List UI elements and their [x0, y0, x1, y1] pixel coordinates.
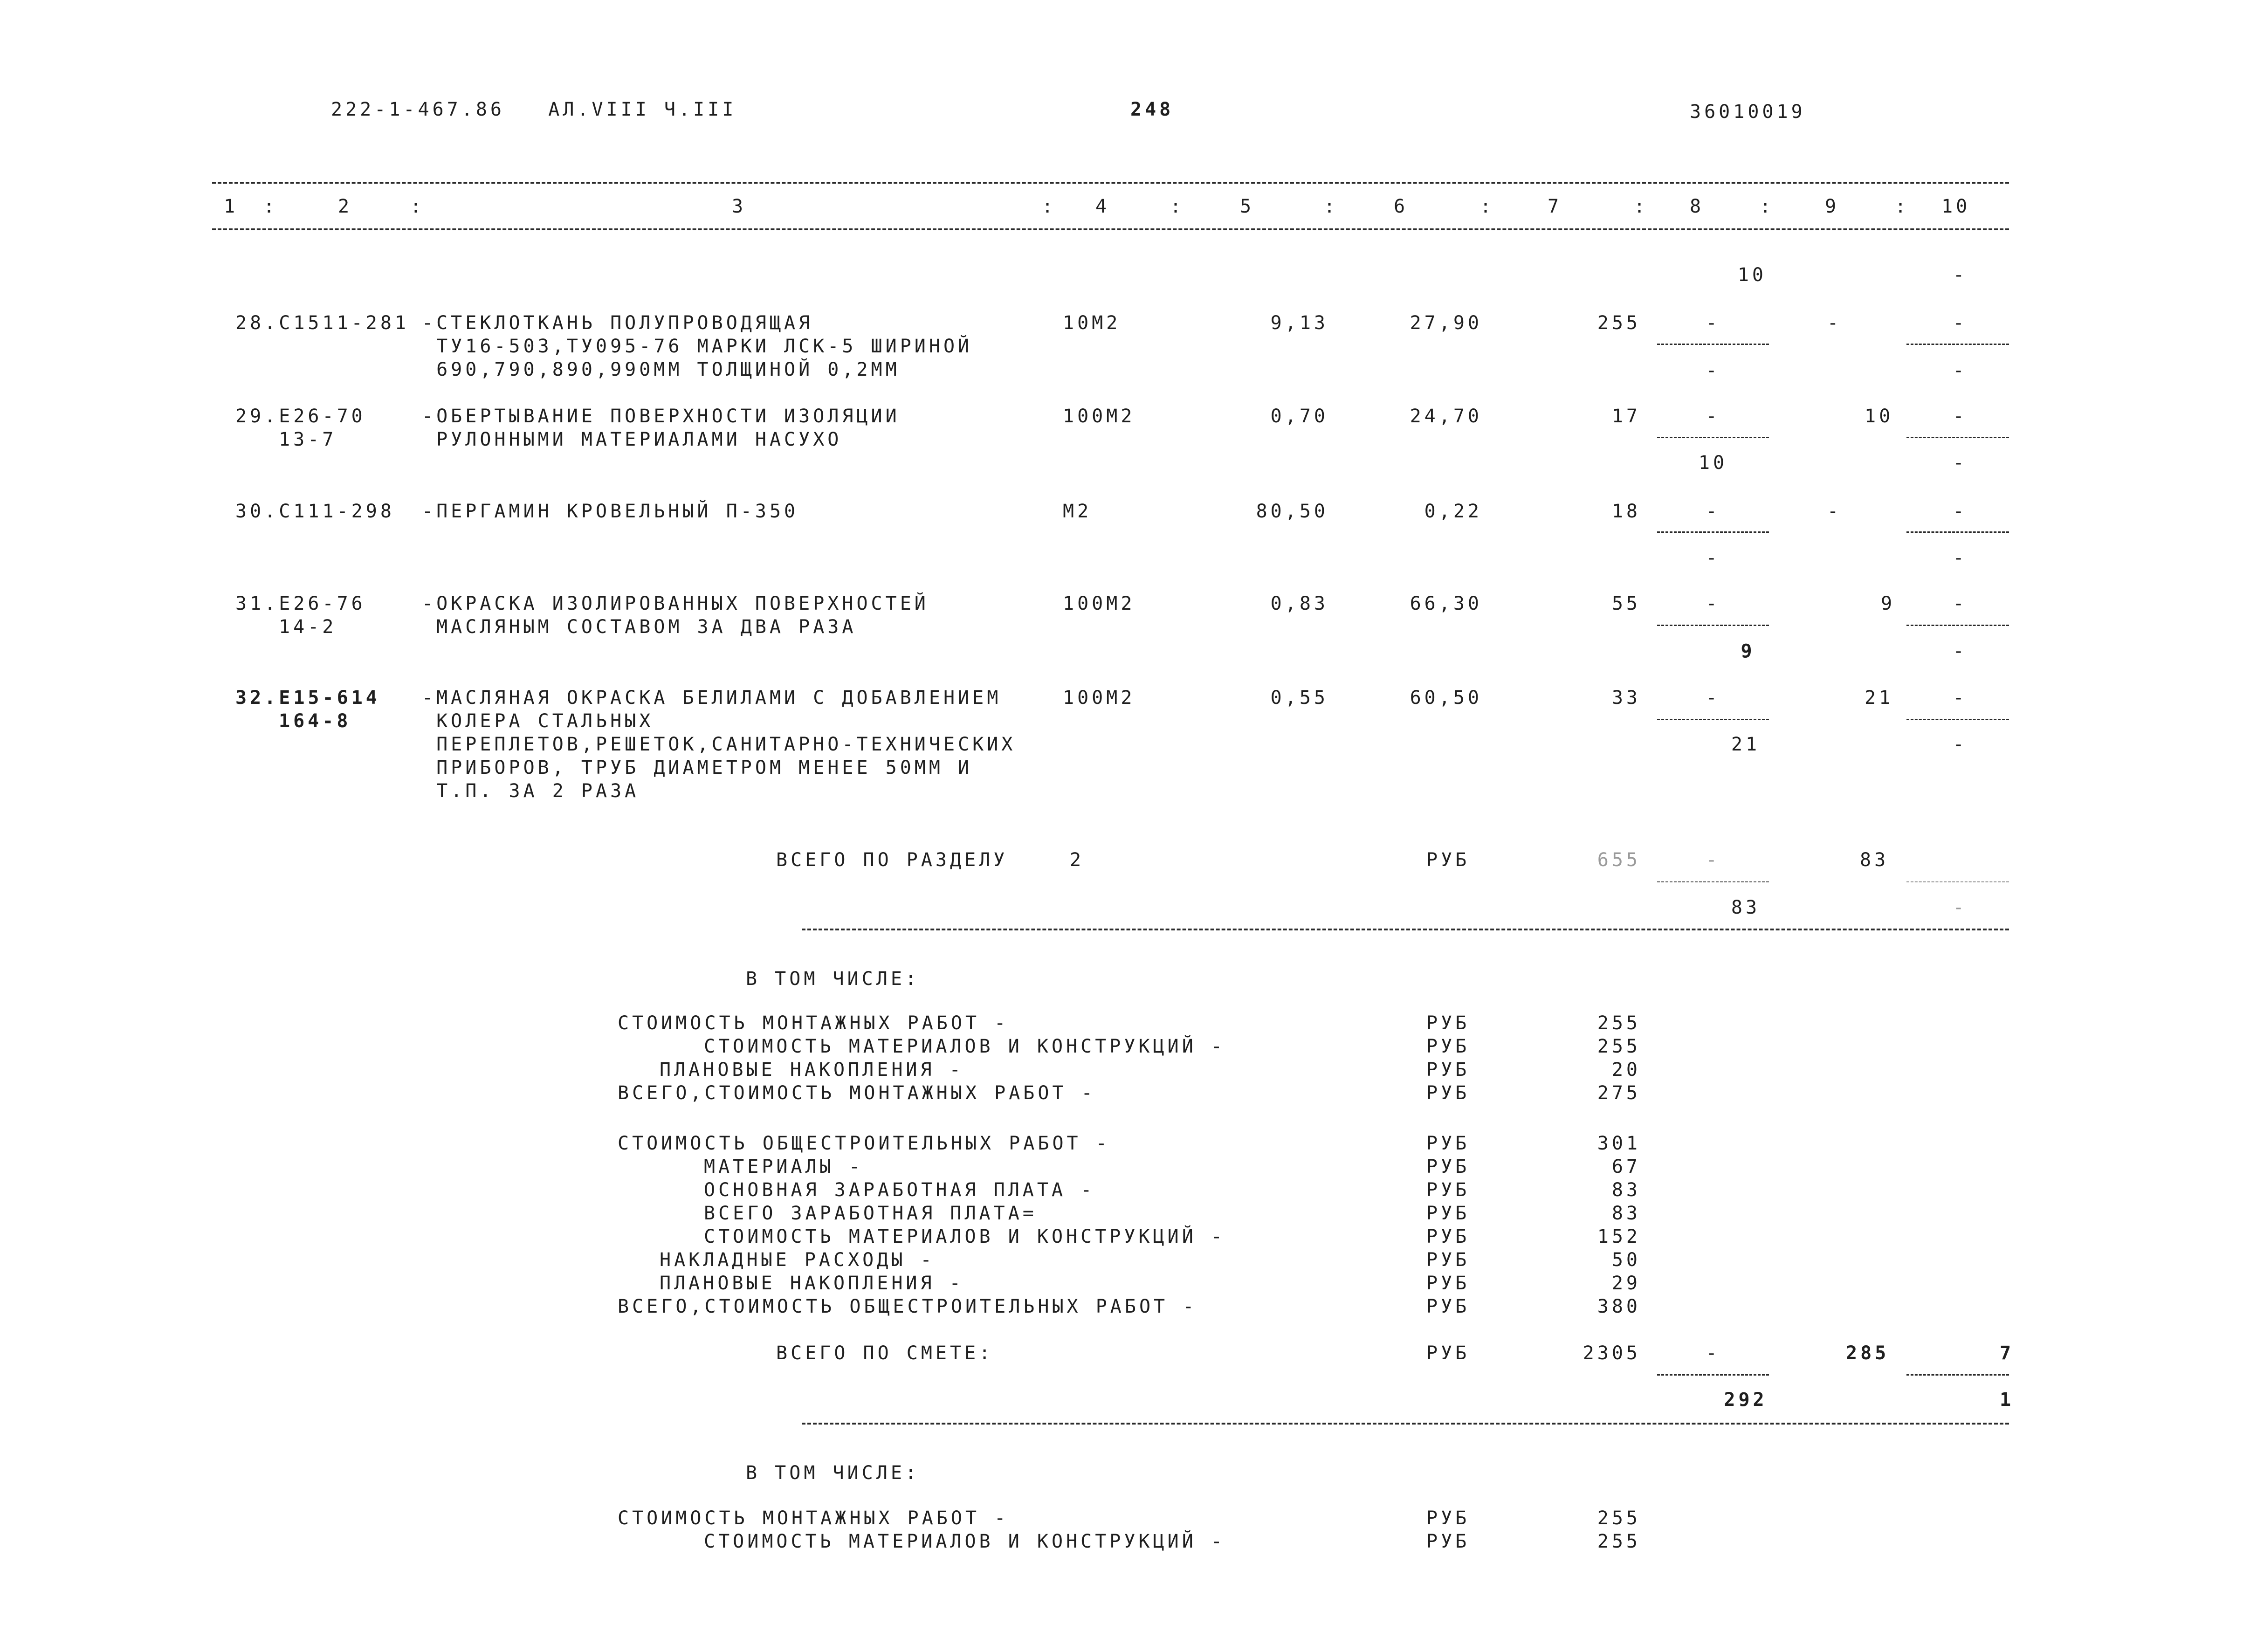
row-col8-rule — [1657, 719, 1769, 720]
breakdown-value: 275 — [1597, 1082, 1641, 1104]
row-unit: 100М2 — [1063, 406, 1135, 427]
row-unit-price: 24,70 — [1410, 406, 1482, 427]
row-col10-bottom: - — [1953, 640, 1968, 662]
row-col10-bottom: - — [1953, 547, 1968, 569]
col-separator: : — [1634, 196, 1649, 217]
breakdown-label: ПЛАНОВЫЕ НАКОПЛЕНИЯ - — [660, 1273, 964, 1294]
row-col10-bottom: - — [1953, 734, 1968, 755]
breakdown-value: 152 — [1597, 1226, 1641, 1247]
col-number-1: 1 — [224, 196, 239, 217]
breakdown-unit: РУБ — [1426, 1226, 1470, 1247]
col-separator: : — [1480, 196, 1495, 217]
breakdown-label: СТОИМОСТЬ МОНТАЖНЫХ РАБОТ - — [618, 1507, 1009, 1529]
estimate-total-sum: 2305 — [1583, 1342, 1641, 1364]
breakdown-value: 20 — [1611, 1059, 1641, 1081]
row-total: 255 — [1597, 312, 1641, 334]
row-col8-top: - — [1706, 312, 1720, 334]
row-unit-price: 0,22 — [1424, 501, 1482, 522]
breakdown-label: СТОИМОСТЬ МОНТАЖНЫХ РАБОТ - — [618, 1012, 1009, 1034]
estimate-total-rule — [802, 1423, 2009, 1425]
breakdown-label: ПЛАНОВЫЕ НАКОПЛЕНИЯ - — [660, 1059, 964, 1081]
section-total-number: 2 — [1070, 849, 1085, 871]
row-code: 29.Е26-70 — [235, 406, 366, 427]
row-col8-rule — [1657, 625, 1769, 626]
row-col10-bottom: - — [1953, 452, 1968, 474]
col-number-3: 3 — [732, 196, 747, 217]
breakdown-unit: РУБ — [1426, 1507, 1470, 1529]
col-separator: : — [1760, 196, 1775, 217]
breakdown-value: 301 — [1597, 1133, 1641, 1154]
row-quantity: 0,55 — [1270, 687, 1328, 709]
col-number-4: 4 — [1095, 196, 1110, 217]
header-rule-bottom — [212, 228, 2009, 230]
row-col8-rule — [1657, 344, 1769, 345]
section-total-col10-rule — [1906, 881, 2009, 882]
breakdown-unit: РУБ — [1426, 1059, 1470, 1081]
row-col9: 9 — [1881, 593, 1896, 614]
breakdown-label: ВСЕГО,СТОИМОСТЬ ОБЩЕСТРОИТЕЛЬНЫХ РАБОТ - — [618, 1296, 1197, 1317]
estimate-total-col9: 285 — [1846, 1342, 1890, 1364]
breakdown-unit: РУБ — [1426, 1203, 1470, 1224]
row-col10-top: - — [1953, 687, 1968, 709]
row-total: 17 — [1611, 406, 1641, 427]
col-number-7: 7 — [1548, 196, 1562, 217]
breakdown-value: 255 — [1597, 1507, 1641, 1529]
row-col8-top: - — [1706, 406, 1720, 427]
row-col8-bottom: - — [1706, 547, 1720, 569]
breakdown-label: ВСЕГО,СТОИМОСТЬ МОНТАЖНЫХ РАБОТ - — [618, 1082, 1096, 1104]
including-title: В ТОМ ЧИСЛЕ: — [746, 1462, 920, 1484]
breakdown-unit: РУБ — [1426, 1249, 1470, 1271]
breakdown-value: 83 — [1611, 1203, 1641, 1224]
row-unit: 10М2 — [1063, 312, 1121, 334]
row-unit: М2 — [1063, 501, 1092, 522]
row-col10-top: - — [1953, 312, 1968, 334]
row-description: -МАСЛЯНАЯ ОКРАСКА БЕЛИЛАМИ С ДОБАВЛЕНИЕМ КОЛЕРА СТАЛЬНЫХ ПЕРЕПЛЕТОВ,РЕШЕТОК,САНИТАРНО-ТЕХНИЧЕСКИХ ПРИБОРОВ, ТРУБ ДИАМЕТРОМ МЕНЕЕ 50ММ И Т.П. ЗА 2 РАЗА — [422, 687, 1016, 802]
section-total-col10-bottom: - — [1953, 897, 1968, 918]
breakdown-value: 380 — [1597, 1296, 1641, 1317]
col-number-2: 2 — [338, 196, 353, 217]
carry-col8: 10 — [1737, 264, 1767, 286]
row-unit-price: 60,50 — [1410, 687, 1482, 709]
breakdown-label: СТОИМОСТЬ МАТЕРИАЛОВ И КОНСТРУКЦИЙ - — [704, 1531, 1225, 1552]
row-col10-top: - — [1953, 593, 1968, 614]
row-code: 31.Е26-76 — [235, 593, 366, 614]
section-total-rule — [802, 929, 2009, 930]
row-unit-price: 27,90 — [1410, 312, 1482, 334]
section-total-col8-rule — [1657, 881, 1769, 882]
page-number: 248 — [1130, 99, 1174, 120]
col-number-8: 8 — [1690, 196, 1705, 217]
row-col8-top: - — [1706, 501, 1720, 522]
breakdown-value: 50 — [1611, 1249, 1641, 1271]
row-col10-bottom: - — [1953, 360, 1968, 381]
row-col8-rule — [1657, 437, 1769, 438]
estimate-total-col10-rule — [1906, 1374, 2009, 1376]
row-code: 30.С111-298 — [235, 501, 395, 522]
row-description: -ОБЕРТЫВАНИЕ ПОВЕРХНОСТИ ИЗОЛЯЦИИ РУЛОННЫМИ МАТЕРИАЛАМИ НАСУХО — [422, 406, 900, 450]
section-total-unit: РУБ — [1426, 849, 1470, 871]
row-unit: 100М2 — [1063, 593, 1135, 614]
row-code-secondary: 13-7 — [279, 429, 337, 450]
row-quantity: 0,83 — [1270, 593, 1328, 614]
estimate-total-label: ВСЕГО ПО СМЕТЕ: — [776, 1342, 994, 1364]
document-code: 36010019 — [1690, 101, 1806, 123]
row-col8-bottom: 9 — [1741, 640, 1755, 662]
section-total-sum: 655 — [1597, 849, 1641, 871]
breakdown-unit: РУБ — [1426, 1036, 1470, 1057]
row-col10-rule — [1906, 344, 2009, 345]
col-number-10: 10 — [1941, 196, 1971, 217]
row-col9: 10 — [1865, 406, 1894, 427]
breakdown-label: СТОИМОСТЬ ОБЩЕСТРОИТЕЛЬНЫХ РАБОТ - — [618, 1133, 1110, 1154]
estimate-total-col8-top: - — [1706, 1342, 1720, 1364]
col-separator: : — [1170, 196, 1185, 217]
estimate-total-col8-bottom: 292 — [1724, 1389, 1768, 1411]
row-col8-rule — [1657, 531, 1769, 533]
row-col10-rule — [1906, 437, 2009, 438]
estimate-total-unit: РУБ — [1426, 1342, 1470, 1364]
row-total: 55 — [1611, 593, 1641, 614]
row-quantity: 9,13 — [1270, 312, 1328, 334]
breakdown-unit: РУБ — [1426, 1133, 1470, 1154]
col-number-9: 9 — [1825, 196, 1840, 217]
carry-col10: - — [1953, 264, 1968, 286]
breakdown-label: НАКЛАДНЫЕ РАСХОДЫ - — [660, 1249, 935, 1271]
row-total: 33 — [1611, 687, 1641, 709]
section-total-col9: 83 — [1860, 849, 1889, 871]
row-col9: - — [1827, 312, 1842, 334]
row-col9: 21 — [1865, 687, 1894, 709]
including-title: В ТОМ ЧИСЛЕ: — [746, 968, 920, 990]
breakdown-unit: РУБ — [1426, 1296, 1470, 1317]
breakdown-unit: РУБ — [1426, 1156, 1470, 1177]
col-separator: : — [410, 196, 425, 217]
breakdown-unit: РУБ — [1426, 1012, 1470, 1034]
row-col8-bottom: 10 — [1698, 452, 1728, 474]
section-total-col8-bottom: 83 — [1731, 897, 1761, 918]
row-description: -ПЕРГАМИН КРОВЕЛЬНЫЙ П-350 — [422, 501, 799, 522]
section-total-col8-top: - — [1706, 849, 1720, 871]
col-number-6: 6 — [1394, 196, 1409, 217]
row-unit: 100М2 — [1063, 687, 1135, 709]
col-separator: : — [263, 196, 278, 217]
row-col8-top: - — [1706, 687, 1720, 709]
row-col10-rule — [1906, 719, 2009, 720]
row-description: -ОКРАСКА ИЗОЛИРОВАННЫХ ПОВЕРХНОСТЕЙ МАСЛЯНЫМ СОСТАВОМ ЗА ДВА РАЗА — [422, 593, 929, 638]
breakdown-value: 83 — [1611, 1179, 1641, 1201]
breakdown-label: СТОИМОСТЬ МАТЕРИАЛОВ И КОНСТРУКЦИЙ - — [704, 1226, 1225, 1247]
row-col10-rule — [1906, 625, 2009, 626]
breakdown-value: 255 — [1597, 1531, 1641, 1552]
breakdown-value: 255 — [1597, 1012, 1641, 1034]
row-col10-top: - — [1953, 501, 1968, 522]
row-col8-bottom: - — [1706, 360, 1720, 381]
breakdown-label: МАТЕРИАЛЫ - — [704, 1156, 863, 1177]
row-code-secondary: 164-8 — [279, 710, 351, 732]
row-quantity: 80,50 — [1256, 501, 1328, 522]
col-number-5: 5 — [1240, 196, 1255, 217]
breakdown-label: ВСЕГО ЗАРАБОТНАЯ ПЛАТА= — [704, 1203, 1037, 1224]
breakdown-unit: РУБ — [1426, 1273, 1470, 1294]
row-code: 28.С1511-281 — [235, 312, 409, 334]
section-total-label: ВСЕГО ПО РАЗДЕЛУ — [776, 849, 1008, 871]
row-unit-price: 66,30 — [1410, 593, 1482, 614]
header-rule-top — [212, 182, 2009, 184]
row-col8-top: - — [1706, 593, 1720, 614]
col-separator: : — [1895, 196, 1910, 217]
breakdown-value: 67 — [1611, 1156, 1641, 1177]
breakdown-value: 29 — [1611, 1273, 1641, 1294]
breakdown-unit: РУБ — [1426, 1531, 1470, 1552]
document-reference: 222-1-467.86 АЛ.VIII Ч.III — [331, 99, 737, 120]
row-col10-top: - — [1953, 406, 1968, 427]
row-code: 32.Е15-614 — [235, 687, 380, 709]
row-code-secondary: 14-2 — [279, 616, 337, 638]
breakdown-label: СТОИМОСТЬ МАТЕРИАЛОВ И КОНСТРУКЦИЙ - — [704, 1036, 1225, 1057]
estimate-total-col10-top: 7 — [2000, 1342, 2015, 1364]
row-col9: - — [1827, 501, 1842, 522]
row-col8-bottom: 21 — [1731, 734, 1761, 755]
estimate-total-col10-bottom: 1 — [2000, 1389, 2015, 1411]
col-separator: : — [1042, 196, 1057, 217]
row-col10-rule — [1906, 531, 2009, 533]
breakdown-unit: РУБ — [1426, 1082, 1470, 1104]
col-separator: : — [1324, 196, 1339, 217]
breakdown-label: ОСНОВНАЯ ЗАРАБОТНАЯ ПЛАТА - — [704, 1179, 1095, 1201]
estimate-total-col8-rule — [1657, 1374, 1769, 1376]
breakdown-value: 255 — [1597, 1036, 1641, 1057]
breakdown-unit: РУБ — [1426, 1179, 1470, 1201]
row-description: -СТЕКЛОТКАНЬ ПОЛУПРОВОДЯЩАЯ ТУ16-503,ТУ095-76 МАРКИ ЛСК-5 ШИРИНОЙ 690,790,890,990ММ ТОЛЩИНОЙ 0,2ММ — [422, 312, 973, 380]
row-quantity: 0,70 — [1270, 406, 1328, 427]
row-total: 18 — [1611, 501, 1641, 522]
